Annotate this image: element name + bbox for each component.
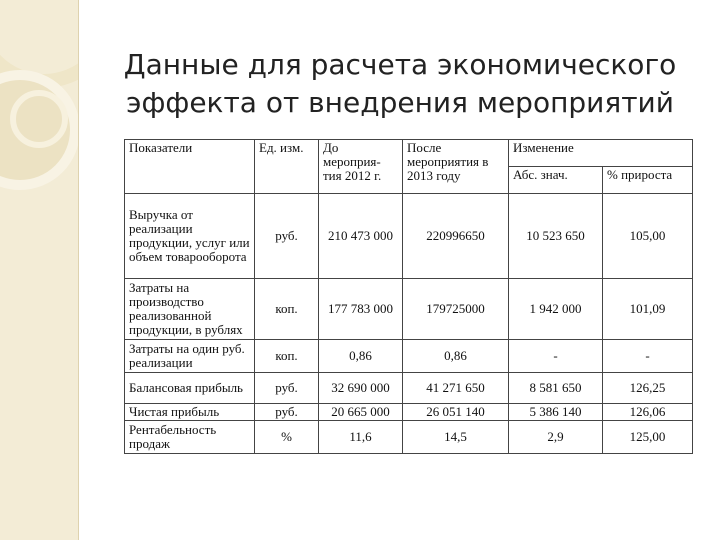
cell-pct: 105,00 bbox=[603, 194, 693, 279]
decorative-sidebar bbox=[0, 0, 79, 540]
table-row bbox=[125, 421, 693, 454]
header-abs: Абс. знач. bbox=[509, 167, 603, 194]
table-header-row bbox=[125, 140, 693, 167]
table-row bbox=[125, 404, 693, 421]
cell-after: 179725000 bbox=[403, 279, 509, 340]
cell-pct: 126,06 bbox=[603, 404, 693, 421]
header-after: После мероприятия в 2013 году bbox=[403, 140, 509, 194]
cell-before: 20 665 000 bbox=[319, 404, 403, 421]
cell-after: 26 051 140 bbox=[403, 404, 509, 421]
cell-indicator: Затраты на производство реализованной продукции, в рублях bbox=[125, 279, 255, 340]
cell-unit: руб. bbox=[255, 194, 319, 279]
table-row bbox=[125, 279, 693, 340]
cell-unit: руб. bbox=[255, 373, 319, 404]
cell-before: 177 783 000 bbox=[319, 279, 403, 340]
header-unit: Ед. изм. bbox=[255, 140, 319, 194]
cell-abs: 5 386 140 bbox=[509, 404, 603, 421]
slide-title bbox=[90, 46, 710, 122]
cell-after: 220996650 bbox=[403, 194, 509, 279]
cell-before: 210 473 000 bbox=[319, 194, 403, 279]
table-row bbox=[125, 373, 693, 404]
cell-after: 0,86 bbox=[403, 340, 509, 373]
header-indicator: Показатели bbox=[125, 140, 255, 194]
cell-after: 41 271 650 bbox=[403, 373, 509, 404]
cell-abs: 8 581 650 bbox=[509, 373, 603, 404]
cell-abs: 1 942 000 bbox=[509, 279, 603, 340]
cell-indicator: Рентабельность продаж bbox=[125, 421, 255, 454]
header-pct: % прироста bbox=[603, 167, 693, 194]
cell-pct: 101,09 bbox=[603, 279, 693, 340]
cell-before: 11,6 bbox=[319, 421, 403, 454]
table-row bbox=[125, 194, 693, 279]
cell-unit: коп. bbox=[255, 279, 319, 340]
cell-pct: 125,00 bbox=[603, 421, 693, 454]
table-row bbox=[125, 340, 693, 373]
cell-after: 14,5 bbox=[403, 421, 509, 454]
cell-pct: - bbox=[603, 340, 693, 373]
cell-abs: - bbox=[509, 340, 603, 373]
cell-indicator: Затраты на один руб. реализации bbox=[125, 340, 255, 373]
cell-unit: коп. bbox=[255, 340, 319, 373]
cell-indicator: Чистая прибыль bbox=[125, 404, 255, 421]
cell-abs: 2,9 bbox=[509, 421, 603, 454]
slide-title-line-2: эффекта от внедрения мероприятий bbox=[126, 86, 674, 119]
header-before: До мероприя-тия 2012 г. bbox=[319, 140, 403, 194]
cell-before: 32 690 000 bbox=[319, 373, 403, 404]
slide-title-line-1: Данные для расчета экономического bbox=[123, 48, 677, 81]
cell-indicator: Выручка от реализации продукции, услуг или объем товарооборота bbox=[125, 194, 255, 279]
header-change: Изменение bbox=[509, 140, 693, 167]
cell-before: 0,86 bbox=[319, 340, 403, 373]
cell-pct: 126,25 bbox=[603, 373, 693, 404]
cell-abs: 10 523 650 bbox=[509, 194, 603, 279]
cell-indicator: Балансовая прибыль bbox=[125, 373, 255, 404]
economic-data-table bbox=[124, 139, 693, 454]
cell-unit: руб. bbox=[255, 404, 319, 421]
decorative-circle bbox=[10, 90, 68, 148]
cell-unit: % bbox=[255, 421, 319, 454]
